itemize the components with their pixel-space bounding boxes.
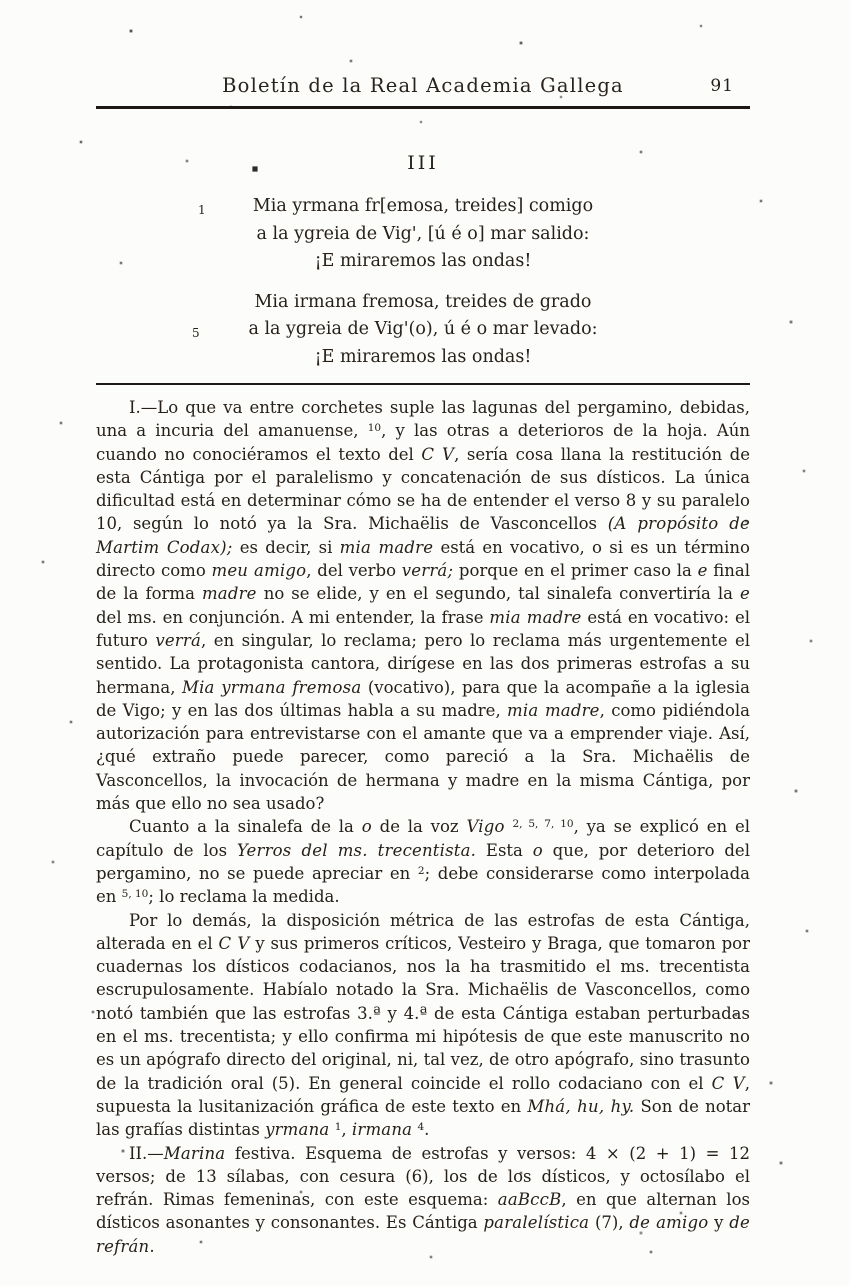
journal-title: Boletín de la Real Academia Gallega [222,74,624,97]
poem-stanza [96,193,750,276]
verse-line [96,344,750,372]
verse-text: ¡E miraremos las ondas! [314,251,532,271]
verse-text: Mia irmana fremosa, treides de grado [254,291,592,312]
commentary [96,396,750,1258]
header-rule [96,106,750,109]
poem-stanza [96,289,750,372]
scan-noise [0,0,2,2]
page-number: 91 [710,76,734,96]
page-header [96,74,750,97]
verse-line [96,193,750,221]
paragraph-1: I.—Lo que va entre corchetes suple las lagunas del pergamino, debidas, una a incuria del amanuense, $^{10}$, y las otras a deterioros de la hoja. Aún cuando no conociéramos el texto del C V, sería cosa llana la restitución de esta Cántiga por el paralelismo y concatenación de sus dísticos. La única dificultad está en determinar cómo se ha de entender el verso 8 y su paralelo 10, según lo notó ya la Sra. Michaëlis de Vasconcellos (A propósito de Martim Codax); es decir, si mia madre está en vocativo, o si es un término directo como meu amigo, del verbo verrá; porque en el primer caso la e final de la forma madre no se elide, y en el segundo, tal sinalefa convertiría la e del ms. en conjunción. A mi entender, la frase mia madre está en vocativo: el futuro verrá, en singular, lo reclama; pero lo reclama más urgentemente el sentido. La protagonista cantora, dirígese en las dos primeras estrofas a su hermana, Mia yrmana fremosa (vocativo), para que la acompañe a la iglesia de Vigo; y en las dos últimas habla a su madre, mia madre, como pidiéndola autorización para entrevistarse con el amante que va a emprender viaje. Así, ¿qué extraño puede parecer, como pareció a la Sra. Michaëlis de Vasconcellos, la invocación de hermana y madre en la misma Cántiga, por más que ello no sea usado? [96,398,751,814]
verse-number: 5 [192,326,200,340]
paragraph-2: Cuanto a la sinalefa de la o de la voz Vigo $^{2, 5, 7, 10}$, ya se explicó en el capítulo de los Yerros del ms. trecentista. Esta o que, por deterioro del pergamino, no se puede apreciar en $^2$; debe considerarse como interpolada en $^{5, 10}$; lo reclama la medida. [96,817,751,907]
verse-text: a la ygreia de Vig'(o), ú é o mar levado: [248,319,598,339]
verse-line [96,289,750,317]
verse-number: 1 [198,203,206,217]
paragraph-3: Por lo demás, la disposición métrica de las estrofas de esta Cántiga, alterada en el C V y sus primeros críticos, Vesteiro y Braga, que tomaron por cuadernas los dísticos codacianos, nos la ha trasmitido el ms. trecentista escrupulosamente. Habíalo notado la Sra. Michaëlis de Vasconcellos, como notó también que las estrofas 3.ª y 4.ª de esta Cántiga estaban perturbadas en el ms. trecentista; y ello confirma mi hipótesis de que este manuscrito no es un apógrafo directo del original, ni, tal vez, de otro apógrafo, sino trasunto de la tradición oral (5). En general coincide el rollo codaciano con el C V, supuesta la lusitanización gráfica de este texto en Mhá, hu, hy. Son de notar las grafías distintas yrmana $^1$, irmana $^4$. [96,910,751,1140]
verse-line [96,248,750,276]
verse-text: Mia yrmana fr[emosa, treides] comigo [252,196,594,216]
verse-text: a la ygreia de Vig', [ú é o] mar salido: [256,223,590,244]
verse-line [96,316,750,344]
verse-line [96,221,750,249]
poem [96,193,750,371]
paragraph-4: II.—Marina festiva. Esquema de estrofas y versos: 4 × (2 + 1) = 12 versos; de 13 sílabas, con cesura (6), los de los dísticos, y octosílabo el refrán. Rimas femeninas, con este esquema: aaBccB, en que alternan los dísticos asonantes y consonantes. Es Cántiga paralelística (7), de amigo y de refrán. [96,1143,751,1256]
separator-rule [96,383,750,385]
section-heading: III [407,152,439,174]
verse-text: ¡E miraremos las ondas! [314,346,532,367]
